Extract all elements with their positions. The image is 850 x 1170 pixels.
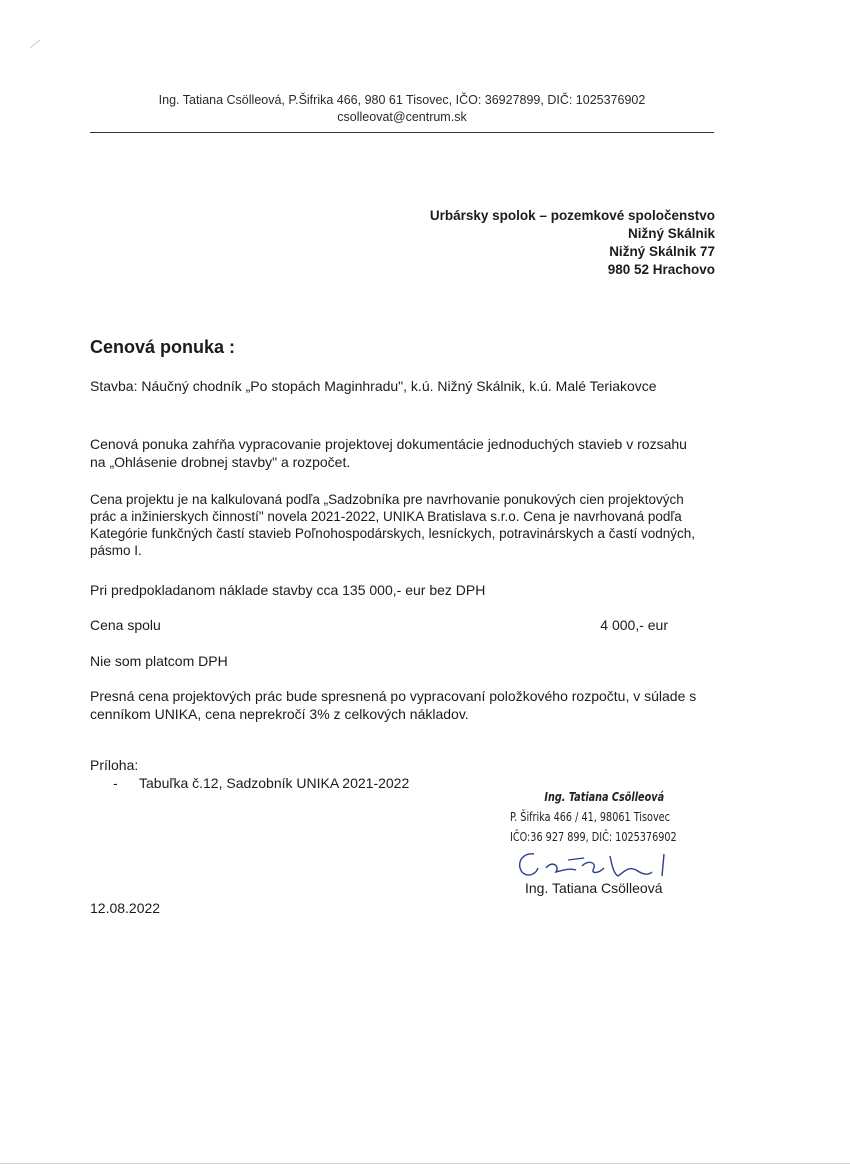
stavba-paragraph: Stavba: Náučný chodník „Po stopách Maginhradu", k.ú. Nižný Skálnik, k.ú. Malé Teriakovce xyxy=(90,378,657,394)
price-basis-paragraph: Cena projektu je na kalkulovaná podľa „Sadzobníka pre navrhovanie ponukových cien projektových prác a inžinierskych činností" novela 2021-2022, UNIKA Bratislava s.r.o. Cena je navrhovaná podľa Kategórie funkčných častí stavieb Poľnohospodárskych, lesníckych, potravinárskych a častí vodných, pásmo I. xyxy=(90,492,695,558)
document-title: Cenová ponuka : xyxy=(90,337,236,357)
recipient-line: Nižný Skálnik xyxy=(627,226,715,241)
final-price-note: Presná cena projektových prác bude spresnená po vypracovaní položkového rozpočtu, v súlade s cenníkom UNIKA, cena neprekročí 3% z celkových nákladov. xyxy=(90,688,697,722)
attachment-item xyxy=(113,775,409,791)
page-bottom-edge xyxy=(0,1163,850,1164)
letterhead-email: csolleovat@centrum.sk xyxy=(337,110,467,124)
attachment-item-text: Tabuľka č.12, Sadzobník UNIKA 2021-2022 xyxy=(139,775,410,791)
stamp-ids: IČO:36 927 899, DIČ: 1025376902 xyxy=(510,829,677,844)
recipient-line: Nižný Skálnik 77 xyxy=(609,244,715,259)
total-price-value: 4 000,- eur xyxy=(600,617,668,633)
stamp-address: P. Šifrika 466 / 41, 98061 Tisovec xyxy=(510,809,670,824)
company-stamp xyxy=(510,787,691,847)
attachment-label: Príloha: xyxy=(90,757,139,773)
total-price-label: Cena spolu xyxy=(90,617,161,633)
vat-note: Nie som platcom DPH xyxy=(90,653,228,669)
recipient-line: Urbársky spolok – pozemkové spoločenstvo xyxy=(429,208,715,223)
offer-paragraph: Cenová ponuka zahŕňa vypracovanie projektovej dokumentácie jednoduchých stavieb v rozsahu na „Ohlásenie drobnej stavby" a rozpočet. xyxy=(90,436,687,470)
recipient-line: 980 52 Hrachovo xyxy=(607,262,715,277)
list-dash: - xyxy=(113,775,118,791)
cost-paragraph: Pri predpokladanom náklade stavby cca 135 000,- eur bez DPH xyxy=(90,582,486,598)
letterhead-line: Ing. Tatiana Csölleová, P.Šifrika 466, 980 61 Tisovec, IČO: 36927899, DIČ: 1025376902 xyxy=(158,93,646,107)
signer-name: Ing. Tatiana Csölleová xyxy=(525,880,663,896)
document-date: 12.08.2022 xyxy=(90,900,161,916)
stamp-name: Ing. Tatiana Csölleová xyxy=(544,789,665,804)
recipient-address xyxy=(430,207,715,279)
scan-mark xyxy=(30,40,40,48)
letterhead-divider xyxy=(90,132,714,133)
